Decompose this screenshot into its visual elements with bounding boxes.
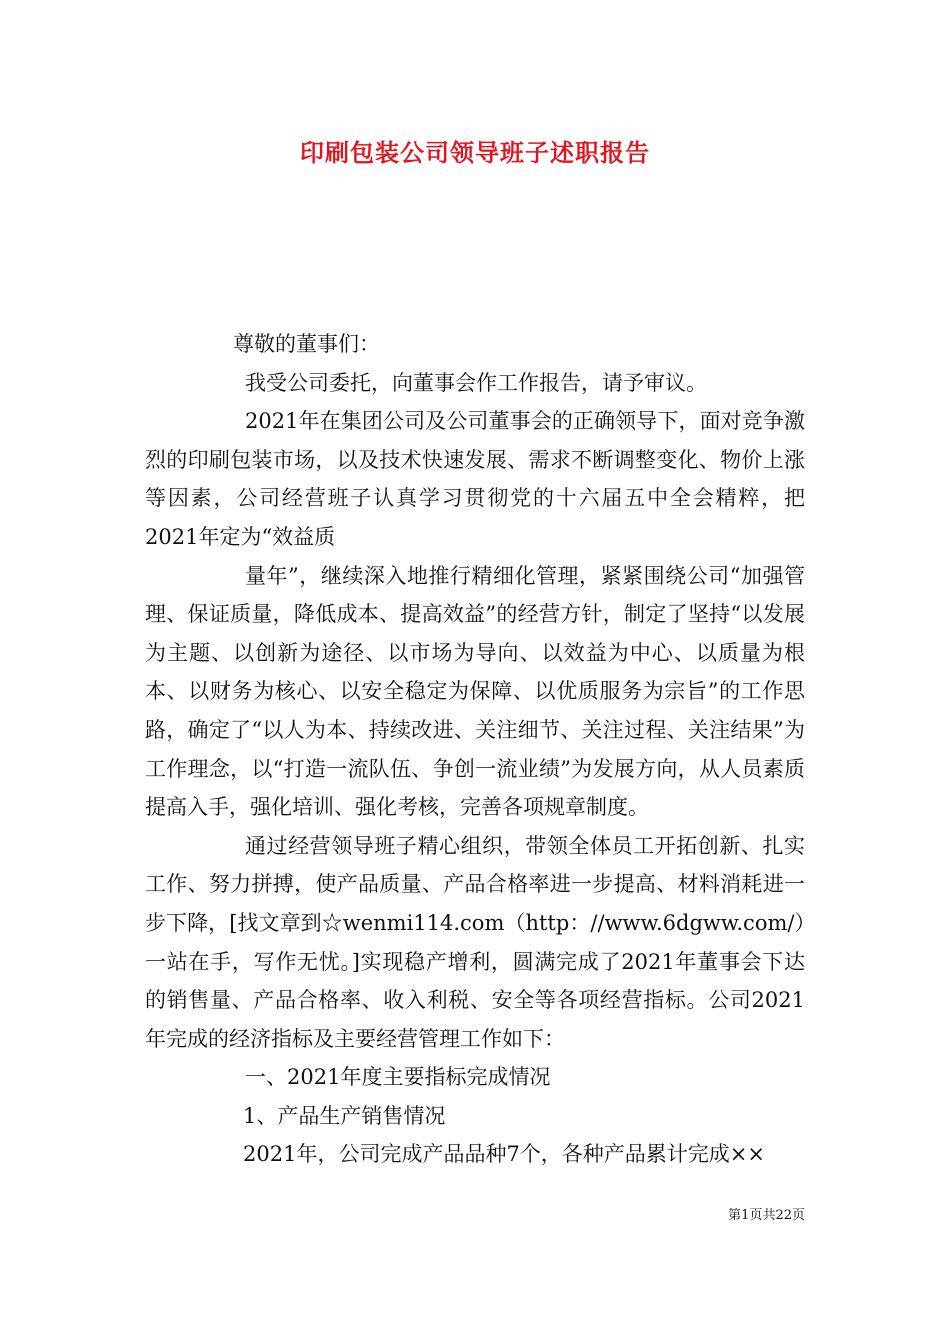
paragraph: 量年”，继续深入地推行精细化管理，紧紧围绕公司“加强管理、保证质量，降低成本、提高效益”的经营方针，制定了坚持“以发展为主题、以创新为途径、以市场为导向、以效益为中心、以质量为根本、以财务为核心、以安全稳定为保障、以优质服务为宗旨”的工作思路，确定了“以人为本、持续改进、关注细节、关注过程、关注结果”为工作理念，以“打造一流队伍、争创一流业绩”为发展方向，从人员素质提高入手，强化培训、强化考核，完善各项规章制度。 [145,563,805,820]
paragraph: 通过经营领导班子精心组织，带领全体员工开拓创新、扎实工作、努力拼搏，使产品质量、产品合格率进一步提高、材料消耗进一步下降，[找文章到☆wenmi114.com（http：//www.6dgww.com/）一站在手，写作无忧。]实现稳产增利，圆满完成了2021年董事会下达的销售量、产品合格率、收入利税、安全等各项经营指标。公司2021年完成的经济指标及主要经营管理工作如下： [145,833,805,1051]
paragraph: 2021年，公司完成产品品种7个，各种产品累计完成×× [243,1142,765,1167]
paragraph: 我受公司委托，向董事会作工作报告，请予审议。 [245,370,707,395]
document-title: 印刷包装公司领导班子述职报告 [300,138,650,167]
salutation: 尊敬的董事们： [233,332,380,356]
paragraph: 2021年在集团公司及公司董事会的正确领导下，面对竞争激烈的印刷包装市场，以及技术快速发展、需求不断调整变化、物价上涨等因素，公司经营班子认真学习贯彻党的十六届五中全会精粹，把2021年定为“效益质 [145,409,805,549]
subsection-heading: 1、产品生产销售情况 [243,1103,446,1128]
document-body [145,325,805,1174]
page-number-footer: 第1页共22页 [728,1208,805,1223]
section-heading: 一、2021年度主要指标完成情况 [245,1065,551,1090]
